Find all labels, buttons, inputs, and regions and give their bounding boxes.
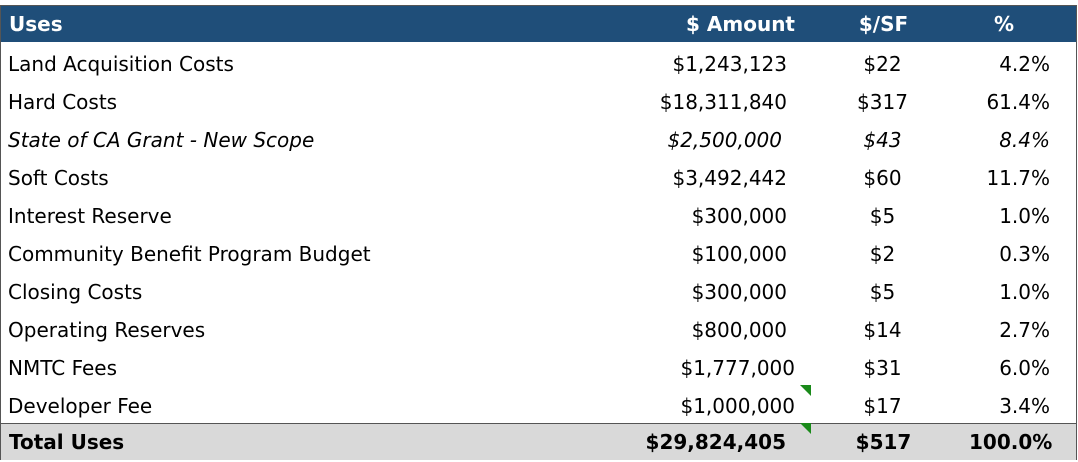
header-percent[interactable]: % <box>993 12 1015 36</box>
total-per-sf[interactable]: $517 <box>855 430 912 454</box>
cell-use[interactable]: Hard Costs <box>8 90 118 114</box>
cell-use[interactable]: Soft Costs <box>8 166 109 190</box>
table-row <box>0 83 1077 121</box>
cell-amount[interactable]: $1,000,000 <box>680 394 795 418</box>
cell-amount[interactable]: $1,243,123 <box>672 52 787 76</box>
cell-per-sf[interactable]: $17 <box>863 394 902 418</box>
table-row <box>0 121 1077 159</box>
cell-use[interactable]: Developer Fee <box>8 394 153 418</box>
cell-per-sf[interactable]: $31 <box>863 356 902 380</box>
cell-percent[interactable]: 8.4% <box>999 128 1050 152</box>
table-row <box>0 311 1077 349</box>
cell-amount[interactable]: $300,000 <box>691 280 787 304</box>
header-per-sf[interactable]: $/SF <box>858 12 909 36</box>
cell-use[interactable]: Interest Reserve <box>8 204 172 228</box>
cell-per-sf[interactable]: $43 <box>863 128 902 152</box>
total-use[interactable]: Total Uses <box>9 430 125 454</box>
cell-use[interactable]: Closing Costs <box>8 280 143 304</box>
table-row <box>0 159 1077 197</box>
cell-comment-marker[interactable] <box>800 423 811 434</box>
cell-amount[interactable]: $300,000 <box>691 204 787 228</box>
cell-use[interactable]: State of CA Grant - New Scope <box>8 128 315 152</box>
cell-use[interactable]: NMTC Fees <box>8 356 118 380</box>
cell-amount[interactable]: $3,492,442 <box>672 166 787 190</box>
cell-amount[interactable]: $1,777,000 <box>680 356 795 380</box>
cell-percent[interactable]: 4.2% <box>999 52 1050 76</box>
cell-amount[interactable]: $100,000 <box>691 242 787 266</box>
cell-per-sf[interactable]: $60 <box>863 166 902 190</box>
cell-use[interactable]: Community Benefit Program Budget <box>8 242 371 266</box>
cell-percent[interactable]: 11.7% <box>986 166 1050 190</box>
cell-use[interactable]: Operating Reserves <box>8 318 206 342</box>
cell-percent[interactable]: 1.0% <box>999 204 1050 228</box>
cell-per-sf[interactable]: $317 <box>857 90 908 114</box>
total-amount[interactable]: $29,824,405 <box>645 430 786 454</box>
cell-per-sf[interactable]: $22 <box>863 52 902 76</box>
table-row <box>0 45 1077 83</box>
cell-per-sf[interactable]: $5 <box>869 280 896 304</box>
header-uses[interactable]: Uses <box>9 12 63 36</box>
cell-percent[interactable]: 3.4% <box>999 394 1050 418</box>
cell-percent[interactable]: 2.7% <box>999 318 1050 342</box>
table-row <box>0 235 1077 273</box>
cell-per-sf[interactable]: $2 <box>869 242 896 266</box>
table-header-row <box>0 5 1077 42</box>
cell-percent[interactable]: 1.0% <box>999 280 1050 304</box>
table-row <box>0 387 1077 425</box>
cell-amount[interactable]: $2,500,000 <box>667 128 782 152</box>
cell-amount[interactable]: $18,311,840 <box>659 90 787 114</box>
total-row <box>0 423 1077 460</box>
cell-amount[interactable]: $800,000 <box>691 318 787 342</box>
cell-use[interactable]: Land Acquisition Costs <box>8 52 234 76</box>
cell-per-sf[interactable]: $5 <box>869 204 896 228</box>
table-row <box>0 197 1077 235</box>
header-amount[interactable]: $ Amount <box>686 12 795 36</box>
cell-comment-marker[interactable] <box>800 385 811 396</box>
table-row <box>0 349 1077 387</box>
table-row <box>0 273 1077 311</box>
cell-percent[interactable]: 61.4% <box>986 90 1050 114</box>
cell-per-sf[interactable]: $14 <box>863 318 902 342</box>
cell-percent[interactable]: 0.3% <box>999 242 1050 266</box>
total-percent[interactable]: 100.0% <box>969 430 1053 454</box>
cell-percent[interactable]: 6.0% <box>999 356 1050 380</box>
